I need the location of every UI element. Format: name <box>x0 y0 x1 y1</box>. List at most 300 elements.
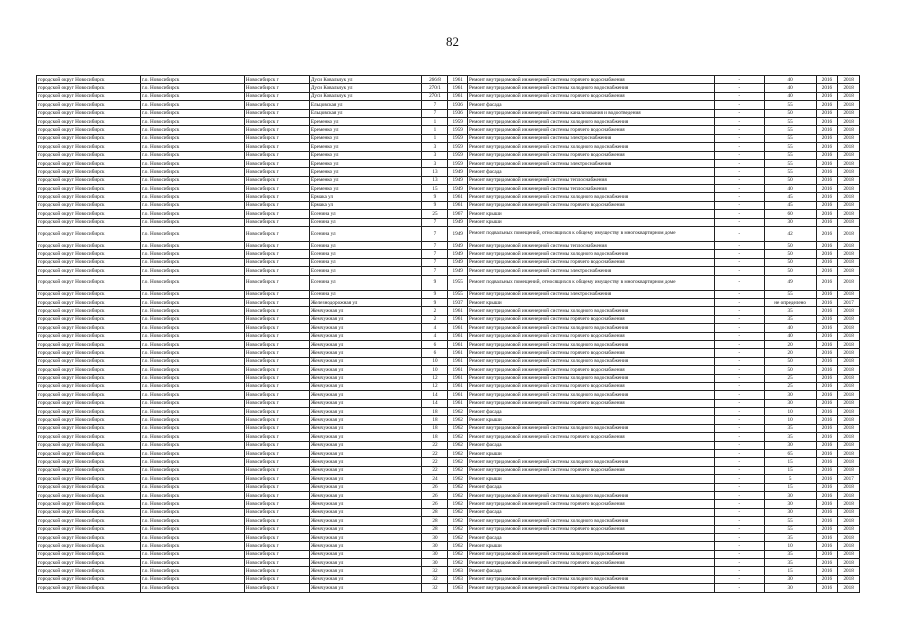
cell-settlement: Новосибирск г <box>244 349 309 357</box>
cell-municipality: г.о. Новосибирск <box>140 307 244 315</box>
cell-house-number: 12 <box>422 374 448 382</box>
cell-value: 30 <box>764 391 816 399</box>
cell-settlement: Новосибирск г <box>244 525 309 533</box>
cell-build-year: 1962 <box>448 508 467 516</box>
cell-okrug: городской округ Новосибирск <box>37 567 141 575</box>
cell-house-number: 9 <box>422 290 448 298</box>
cell-value: 30 <box>764 441 816 449</box>
cell-build-year: 1962 <box>448 533 467 541</box>
cell-dash: - <box>714 250 764 258</box>
cell-build-year: 1962 <box>448 450 467 458</box>
cell-value: 50 <box>764 176 816 184</box>
cell-year-end: 2018 <box>838 340 860 348</box>
cell-settlement: Новосибирск г <box>244 117 309 125</box>
cell-municipality: г.о. Новосибирск <box>140 533 244 541</box>
cell-year-start: 2016 <box>816 559 838 567</box>
cell-street: Есенина ул <box>309 250 422 258</box>
cell-build-year: 1959 <box>448 134 467 142</box>
cell-year-start: 2016 <box>816 159 838 167</box>
table-row <box>37 126 860 134</box>
cell-year-start: 2016 <box>816 315 838 323</box>
cell-settlement: Новосибирск г <box>244 324 309 332</box>
cell-house-number: 6 <box>422 340 448 348</box>
table-row <box>37 168 860 176</box>
cell-dash: - <box>714 168 764 176</box>
cell-settlement: Новосибирск г <box>244 517 309 525</box>
cell-work-type: Ремонт крыши <box>467 475 714 483</box>
cell-year-end: 2018 <box>838 374 860 382</box>
cell-house-number: 30 <box>422 550 448 558</box>
cell-okrug: городской округ Новосибирск <box>37 533 141 541</box>
cell-municipality: г.о. Новосибирск <box>140 542 244 550</box>
cell-settlement: Новосибирск г <box>244 399 309 407</box>
cell-work-type: Ремонт внутридомовой инженерной системы электроснабжения <box>467 134 714 142</box>
cell-municipality: г.о. Новосибирск <box>140 483 244 491</box>
table-row <box>37 117 860 125</box>
cell-year-end: 2018 <box>838 500 860 508</box>
cell-municipality: г.о. Новосибирск <box>140 441 244 449</box>
cell-okrug: городской округ Новосибирск <box>37 408 141 416</box>
cell-okrug: городской округ Новосибирск <box>37 559 141 567</box>
cell-okrug: городской округ Новосибирск <box>37 475 141 483</box>
table-row <box>37 307 860 315</box>
table-row <box>37 134 860 142</box>
cell-house-number: 18 <box>422 408 448 416</box>
cell-street: Жемчужная ул <box>309 542 422 550</box>
cell-okrug: городской округ Новосибирск <box>37 508 141 516</box>
cell-value: 40 <box>764 76 816 84</box>
cell-dash: - <box>714 109 764 117</box>
cell-year-end: 2018 <box>838 218 860 226</box>
cell-street: Есенина ул <box>309 210 422 218</box>
cell-year-end: 2018 <box>838 275 860 290</box>
table-row <box>37 92 860 100</box>
cell-year-end: 2018 <box>838 76 860 84</box>
cell-year-start: 2016 <box>816 76 838 84</box>
cell-house-number: 9 <box>422 275 448 290</box>
table-row <box>37 332 860 340</box>
cell-year-start: 2016 <box>816 391 838 399</box>
cell-year-end: 2017 <box>838 298 860 306</box>
cell-okrug: городской округ Новосибирск <box>37 374 141 382</box>
cell-work-type: Ремонт внутридомовой инженерной системы холодного водоснабжения <box>467 340 714 348</box>
cell-year-start: 2016 <box>816 307 838 315</box>
cell-street: Жемчужная ул <box>309 466 422 474</box>
cell-okrug: городской округ Новосибирск <box>37 550 141 558</box>
cell-value: 35 <box>764 533 816 541</box>
cell-dash: - <box>714 433 764 441</box>
cell-dash: - <box>714 332 764 340</box>
table-row <box>37 559 860 567</box>
cell-street: Железнодорожная ул <box>309 298 422 306</box>
cell-settlement: Новосибирск г <box>244 458 309 466</box>
cell-settlement: Новосибирск г <box>244 193 309 201</box>
cell-dash: - <box>714 176 764 184</box>
cell-value: 25 <box>764 374 816 382</box>
cell-okrug: городской округ Новосибирск <box>37 441 141 449</box>
cell-dash: - <box>714 466 764 474</box>
cell-house-number: 266/8 <box>422 76 448 84</box>
cell-settlement: Новосибирск г <box>244 357 309 365</box>
cell-build-year: 1961 <box>448 315 467 323</box>
cell-street: Еременко ул <box>309 126 422 134</box>
cell-house-number: 7 <box>422 109 448 117</box>
cell-work-type: Ремонт внутридомовой инженерной системы горячего водоснабжения <box>467 559 714 567</box>
cell-value: 50 <box>764 258 816 266</box>
cell-settlement: Новосибирск г <box>244 483 309 491</box>
cell-street: Жемчужная ул <box>309 458 422 466</box>
cell-dash: - <box>714 357 764 365</box>
cell-work-type: Ремонт внутридомовой инженерной системы канализования и водоотведения <box>467 109 714 117</box>
cell-value: 25 <box>764 382 816 390</box>
cell-dash: - <box>714 143 764 151</box>
cell-dash: - <box>714 458 764 466</box>
cell-work-type: Ремонт фасада <box>467 508 714 516</box>
cell-municipality: г.о. Новосибирск <box>140 109 244 117</box>
cell-okrug: городской округ Новосибирск <box>37 210 141 218</box>
cell-municipality: г.о. Новосибирск <box>140 366 244 374</box>
cell-settlement: Новосибирск г <box>244 151 309 159</box>
cell-okrug: городской округ Новосибирск <box>37 101 141 109</box>
table-row <box>37 408 860 416</box>
cell-okrug: городской округ Новосибирск <box>37 399 141 407</box>
cell-house-number: 26 <box>422 491 448 499</box>
table-row <box>37 315 860 323</box>
table-row <box>37 433 860 441</box>
table-row <box>37 567 860 575</box>
cell-municipality: г.о. Новосибирск <box>140 242 244 250</box>
cell-dash: - <box>714 550 764 558</box>
cell-street: Жемчужная ул <box>309 416 422 424</box>
table-row <box>37 382 860 390</box>
cell-street: Жемчужная ул <box>309 508 422 516</box>
table-row <box>37 542 860 550</box>
cell-municipality: г.о. Новосибирск <box>140 458 244 466</box>
cell-year-start: 2016 <box>816 275 838 290</box>
cell-dash: - <box>714 424 764 432</box>
cell-street: Жемчужная ул <box>309 584 422 592</box>
cell-house-number: 28 <box>422 517 448 525</box>
cell-street: Есенина ул <box>309 267 422 275</box>
cell-value: 20 <box>764 340 816 348</box>
cell-build-year: 1962 <box>448 466 467 474</box>
cell-year-end: 2018 <box>838 210 860 218</box>
cell-dash: - <box>714 399 764 407</box>
cell-build-year: 1959 <box>448 151 467 159</box>
cell-okrug: городской округ Новосибирск <box>37 185 141 193</box>
cell-value: 55 <box>764 117 816 125</box>
cell-build-year: 1962 <box>448 559 467 567</box>
cell-year-start: 2016 <box>816 399 838 407</box>
cell-street: Жемчужная ул <box>309 424 422 432</box>
cell-year-start: 2016 <box>816 176 838 184</box>
cell-year-end: 2018 <box>838 517 860 525</box>
cell-year-start: 2016 <box>816 210 838 218</box>
cell-build-year: 1949 <box>448 267 467 275</box>
page-number: 82 <box>446 34 459 49</box>
cell-year-start: 2016 <box>816 92 838 100</box>
cell-municipality: г.о. Новосибирск <box>140 332 244 340</box>
cell-year-end: 2017 <box>838 475 860 483</box>
cell-value: 45 <box>764 201 816 209</box>
cell-settlement: Новосибирск г <box>244 450 309 458</box>
table-row <box>37 450 860 458</box>
table-row <box>37 185 860 193</box>
cell-dash: - <box>714 201 764 209</box>
cell-year-end: 2018 <box>838 458 860 466</box>
cell-settlement: Новосибирск г <box>244 559 309 567</box>
cell-build-year: 1961 <box>448 84 467 92</box>
cell-year-end: 2018 <box>838 357 860 365</box>
cell-work-type: Ремонт фасада <box>467 483 714 491</box>
cell-okrug: городской округ Новосибирск <box>37 491 141 499</box>
cell-year-end: 2018 <box>838 84 860 92</box>
cell-municipality: г.о. Новосибирск <box>140 151 244 159</box>
cell-okrug: городской округ Новосибирск <box>37 357 141 365</box>
cell-dash: - <box>714 450 764 458</box>
cell-street: Жемчужная ул <box>309 450 422 458</box>
cell-build-year: 1962 <box>448 550 467 558</box>
table-row <box>37 424 860 432</box>
cell-settlement: Новосибирск г <box>244 584 309 592</box>
cell-dash: - <box>714 210 764 218</box>
cell-dash: - <box>714 533 764 541</box>
cell-municipality: г.о. Новосибирск <box>140 399 244 407</box>
cell-street: Жемчужная ул <box>309 366 422 374</box>
cell-work-type: Ремонт внутридомовой инженерной системы холодного водоснабжения <box>467 424 714 432</box>
cell-year-end: 2018 <box>838 491 860 499</box>
cell-build-year: 1937 <box>448 298 467 306</box>
cell-year-end: 2018 <box>838 441 860 449</box>
cell-work-type: Ремонт крыши <box>467 542 714 550</box>
cell-value: 30 <box>764 508 816 516</box>
cell-okrug: городской округ Новосибирск <box>37 126 141 134</box>
cell-settlement: Новосибирск г <box>244 315 309 323</box>
cell-work-type: Ремонт внутридомовой инженерной системы холодного водоснабжения <box>467 391 714 399</box>
cell-house-number: 30 <box>422 542 448 550</box>
cell-dash: - <box>714 185 764 193</box>
cell-dash: - <box>714 500 764 508</box>
cell-settlement: Новосибирск г <box>244 201 309 209</box>
cell-year-end: 2018 <box>838 159 860 167</box>
cell-build-year: 1949 <box>448 258 467 266</box>
cell-value: 42 <box>764 227 816 242</box>
table-row <box>37 275 860 290</box>
cell-year-end: 2018 <box>838 92 860 100</box>
cell-house-number: 24 <box>422 475 448 483</box>
cell-street: Еременко ул <box>309 134 422 142</box>
cell-house-number: 26 <box>422 500 448 508</box>
cell-year-end: 2018 <box>838 550 860 558</box>
cell-value: 10 <box>764 416 816 424</box>
cell-municipality: г.о. Новосибирск <box>140 550 244 558</box>
cell-value: 55 <box>764 517 816 525</box>
cell-work-type: Ремонт внутридомовой инженерной системы горячего водоснабжения <box>467 201 714 209</box>
cell-year-end: 2018 <box>838 193 860 201</box>
table-row <box>37 575 860 583</box>
cell-year-start: 2016 <box>816 101 838 109</box>
cell-settlement: Новосибирск г <box>244 126 309 134</box>
cell-build-year: 1962 <box>448 491 467 499</box>
cell-house-number: 9 <box>422 193 448 201</box>
table-row <box>37 533 860 541</box>
cell-value: 40 <box>764 332 816 340</box>
cell-municipality: г.о. Новосибирск <box>140 275 244 290</box>
cell-work-type: Ремонт внутридомовой инженерной системы горячего водоснабжения <box>467 76 714 84</box>
cell-build-year: 1949 <box>448 227 467 242</box>
cell-year-start: 2016 <box>816 567 838 575</box>
cell-work-type: Ремонт крыши <box>467 450 714 458</box>
cell-year-end: 2018 <box>838 227 860 242</box>
cell-settlement: Новосибирск г <box>244 159 309 167</box>
cell-year-end: 2018 <box>838 433 860 441</box>
cell-value: 35 <box>764 307 816 315</box>
cell-build-year: 1961 <box>448 307 467 315</box>
cell-build-year: 1962 <box>448 424 467 432</box>
cell-settlement: Новосибирск г <box>244 168 309 176</box>
cell-dash: - <box>714 475 764 483</box>
cell-settlement: Новосибирск г <box>244 267 309 275</box>
table-row <box>37 517 860 525</box>
cell-dash: - <box>714 584 764 592</box>
cell-year-start: 2016 <box>816 134 838 142</box>
cell-street: Еременко ул <box>309 143 422 151</box>
cell-dash: - <box>714 242 764 250</box>
cell-settlement: Новосибирск г <box>244 408 309 416</box>
cell-build-year: 1936 <box>448 109 467 117</box>
cell-settlement: Новосибирск г <box>244 176 309 184</box>
cell-street: Еременко ул <box>309 117 422 125</box>
cell-value: 30 <box>764 491 816 499</box>
cell-year-start: 2016 <box>816 332 838 340</box>
cell-settlement: Новосибирск г <box>244 466 309 474</box>
cell-value: 20 <box>764 349 816 357</box>
cell-work-type: Ремонт внутридомовой инженерной системы теплоснабжения <box>467 242 714 250</box>
cell-municipality: г.о. Новосибирск <box>140 559 244 567</box>
cell-dash: - <box>714 483 764 491</box>
cell-dash: - <box>714 491 764 499</box>
cell-house-number: 25 <box>422 210 448 218</box>
cell-year-start: 2016 <box>816 298 838 306</box>
cell-value: 15 <box>764 458 816 466</box>
cell-dash: - <box>714 84 764 92</box>
cell-work-type: Ремонт внутридомовой инженерной системы холодного водоснабжения <box>467 324 714 332</box>
cell-build-year: 1962 <box>448 433 467 441</box>
cell-value: 30 <box>764 399 816 407</box>
cell-build-year: 1961 <box>448 399 467 407</box>
cell-street: Жемчужная ул <box>309 567 422 575</box>
cell-value: 30 <box>764 500 816 508</box>
table-row <box>37 258 860 266</box>
cell-okrug: городской округ Новосибирск <box>37 201 141 209</box>
table-row <box>37 109 860 117</box>
cell-settlement: Новосибирск г <box>244 374 309 382</box>
cell-year-end: 2018 <box>838 559 860 567</box>
cell-okrug: городской округ Новосибирск <box>37 584 141 592</box>
cell-value: 40 <box>764 84 816 92</box>
cell-settlement: Новосибирск г <box>244 542 309 550</box>
cell-year-start: 2016 <box>816 475 838 483</box>
cell-work-type: Ремонт внутридомовой инженерной системы холодного водоснабжения <box>467 357 714 365</box>
cell-year-end: 2018 <box>838 168 860 176</box>
cell-house-number: 9 <box>422 298 448 306</box>
cell-year-start: 2016 <box>816 508 838 516</box>
cell-dash: - <box>714 567 764 575</box>
cell-municipality: г.о. Новосибирск <box>140 491 244 499</box>
cell-work-type: Ремонт внутридомовой инженерной системы горячего водоснабжения <box>467 399 714 407</box>
cell-work-type: Ремонт фасада <box>467 408 714 416</box>
cell-street: Ельцовская ул <box>309 109 422 117</box>
cell-build-year: 1961 <box>448 349 467 357</box>
cell-house-number: 4 <box>422 324 448 332</box>
cell-year-start: 2016 <box>816 227 838 242</box>
cell-street: Жемчужная ул <box>309 399 422 407</box>
cell-okrug: городской округ Новосибирск <box>37 542 141 550</box>
cell-house-number: 6 <box>422 349 448 357</box>
cell-year-end: 2018 <box>838 143 860 151</box>
cell-house-number: 13 <box>422 168 448 176</box>
table-row <box>37 227 860 242</box>
cell-settlement: Новосибирск г <box>244 533 309 541</box>
cell-house-number: 28 <box>422 525 448 533</box>
cell-okrug: городской округ Новосибирск <box>37 307 141 315</box>
cell-dash: - <box>714 126 764 134</box>
cell-okrug: городской округ Новосибирск <box>37 290 141 298</box>
cell-year-start: 2016 <box>816 483 838 491</box>
cell-okrug: городской округ Новосибирск <box>37 433 141 441</box>
table-row <box>37 475 860 483</box>
cell-municipality: г.о. Новосибирск <box>140 416 244 424</box>
cell-build-year: 1949 <box>448 242 467 250</box>
cell-year-end: 2018 <box>838 584 860 592</box>
cell-street: Жемчужная ул <box>309 332 422 340</box>
cell-house-number: 7 <box>422 227 448 242</box>
cell-value: 50 <box>764 250 816 258</box>
cell-year-start: 2016 <box>816 366 838 374</box>
cell-settlement: Новосибирск г <box>244 500 309 508</box>
cell-municipality: г.о. Новосибирск <box>140 340 244 348</box>
cell-okrug: городской округ Новосибирск <box>37 143 141 151</box>
cell-value: 30 <box>764 218 816 226</box>
cell-municipality: г.о. Новосибирск <box>140 475 244 483</box>
cell-year-start: 2016 <box>816 500 838 508</box>
cell-value: 55 <box>764 101 816 109</box>
cell-year-end: 2018 <box>838 315 860 323</box>
cell-okrug: городской округ Новосибирск <box>37 298 141 306</box>
cell-house-number: 3 <box>422 151 448 159</box>
cell-okrug: городской округ Новосибирск <box>37 168 141 176</box>
cell-okrug: городской округ Новосибирск <box>37 382 141 390</box>
cell-municipality: г.о. Новосибирск <box>140 324 244 332</box>
cell-municipality: г.о. Новосибирск <box>140 567 244 575</box>
cell-year-end: 2018 <box>838 332 860 340</box>
cell-municipality: г.о. Новосибирск <box>140 193 244 201</box>
cell-street: Дуси Ковальчук ул <box>309 76 422 84</box>
cell-year-start: 2016 <box>816 168 838 176</box>
cell-year-start: 2016 <box>816 218 838 226</box>
cell-value: 50 <box>764 242 816 250</box>
cell-work-type: Ремонт внутридомовой инженерной системы электроснабжения <box>467 159 714 167</box>
table-body <box>37 76 860 593</box>
cell-dash: - <box>714 298 764 306</box>
cell-year-end: 2018 <box>838 101 860 109</box>
table-row <box>37 374 860 382</box>
cell-year-start: 2016 <box>816 193 838 201</box>
cell-work-type: Ремонт внутридомовой инженерной системы холодного водоснабжения <box>467 575 714 583</box>
cell-municipality: г.о. Новосибирск <box>140 349 244 357</box>
cell-okrug: городской округ Новосибирск <box>37 275 141 290</box>
cell-work-type: Ремонт внутридомовой инженерной системы горячего водоснабжения <box>467 366 714 374</box>
